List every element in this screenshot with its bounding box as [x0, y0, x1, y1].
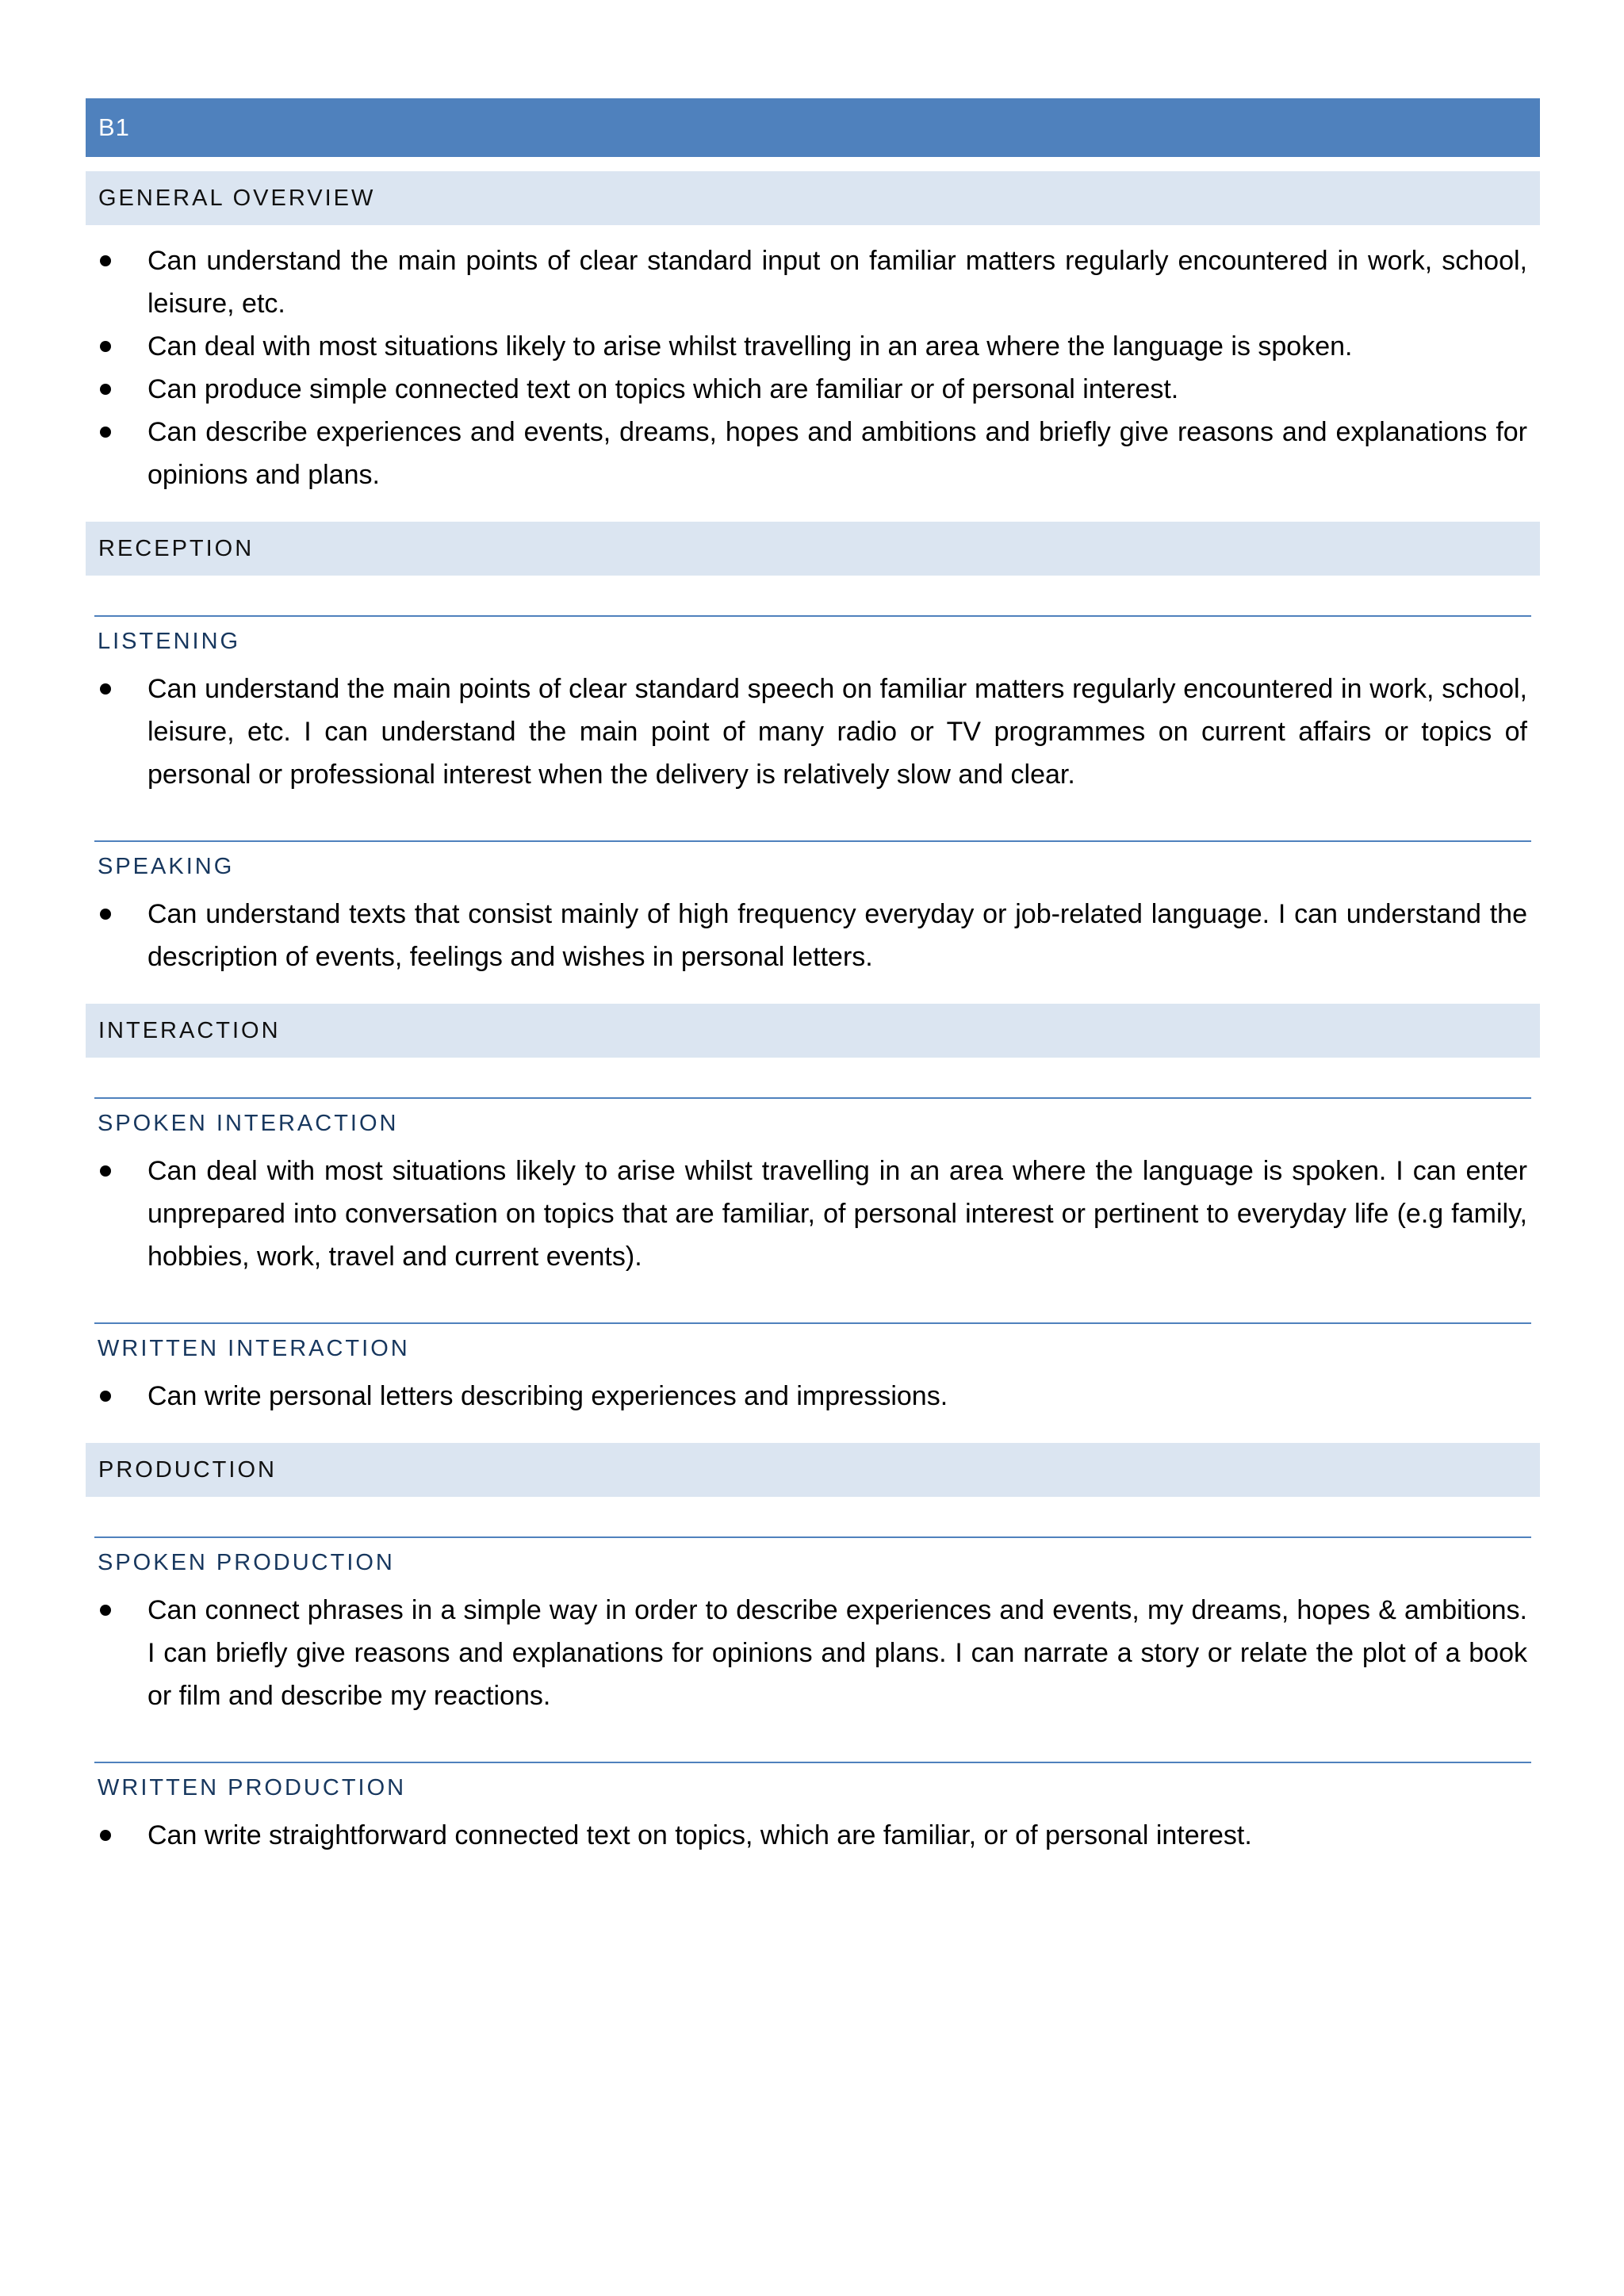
subsection-spoken-production: SPOKEN PRODUCTION [94, 1536, 1531, 1576]
level-header: B1 [86, 98, 1540, 157]
list-item: Can write personal letters describing experiences and impressions. [86, 1375, 1540, 1418]
speaking-list [86, 893, 1540, 978]
list-item: Can understand the main points of clear standard speech on familiar matters regularly encountered in work, school, leisure, etc. I can understand the main point of many radio or TV programmes on current affairs or topics of personal or professional interest when the delivery is relatively slow and clear. [86, 668, 1540, 796]
section-interaction: INTERACTION [86, 1004, 1540, 1058]
list-item: Can produce simple connected text on topics which are familiar or of personal interest. [86, 368, 1540, 411]
written-interaction-list [86, 1375, 1540, 1418]
spoken-production-list [86, 1589, 1540, 1717]
section-general-overview: GENERAL OVERVIEW [86, 171, 1540, 225]
list-item: Can deal with most situations likely to arise whilst travelling in an area where the language is spoken. [86, 325, 1540, 368]
written-production-list [86, 1814, 1540, 1857]
list-item: Can deal with most situations likely to arise whilst travelling in an area where the language is spoken. I can enter unprepared into conversation on topics that are familiar, of personal interest or pertinent to everyday life (e.g family, hobbies, work, travel and current events). [86, 1150, 1540, 1278]
subsection-written-production: WRITTEN PRODUCTION [94, 1762, 1531, 1801]
list-item: Can understand the main points of clear standard input on familiar matters regularly encountered in work, school, leisure, etc. [86, 239, 1540, 325]
list-item: Can write straightforward connected text on topics, which are familiar, or of personal interest. [86, 1814, 1540, 1857]
section-production: PRODUCTION [86, 1443, 1540, 1497]
subsection-written-interaction: WRITTEN INTERACTION [94, 1322, 1531, 1362]
listening-list [86, 668, 1540, 796]
general-overview-list [86, 239, 1540, 496]
list-item: Can connect phrases in a simple way in order to describe experiences and events, my dreams, hopes & ambitions. I can briefly give reasons and explanations for opinions and plans. I can narrate a story or relate the plot of a book or film and describe my reactions. [86, 1589, 1540, 1717]
list-item: Can understand texts that consist mainly of high frequency everyday or job-related language. I can understand the description of events, feelings and wishes in personal letters. [86, 893, 1540, 978]
document-page [86, 98, 1540, 1857]
section-reception: RECEPTION [86, 522, 1540, 576]
subsection-spoken-interaction: SPOKEN INTERACTION [94, 1097, 1531, 1137]
subsection-speaking: SPEAKING [94, 840, 1531, 880]
list-item: Can describe experiences and events, dreams, hopes and ambitions and briefly give reasons and explanations for opinions and plans. [86, 411, 1540, 496]
subsection-listening: LISTENING [94, 615, 1531, 655]
spoken-interaction-list [86, 1150, 1540, 1278]
